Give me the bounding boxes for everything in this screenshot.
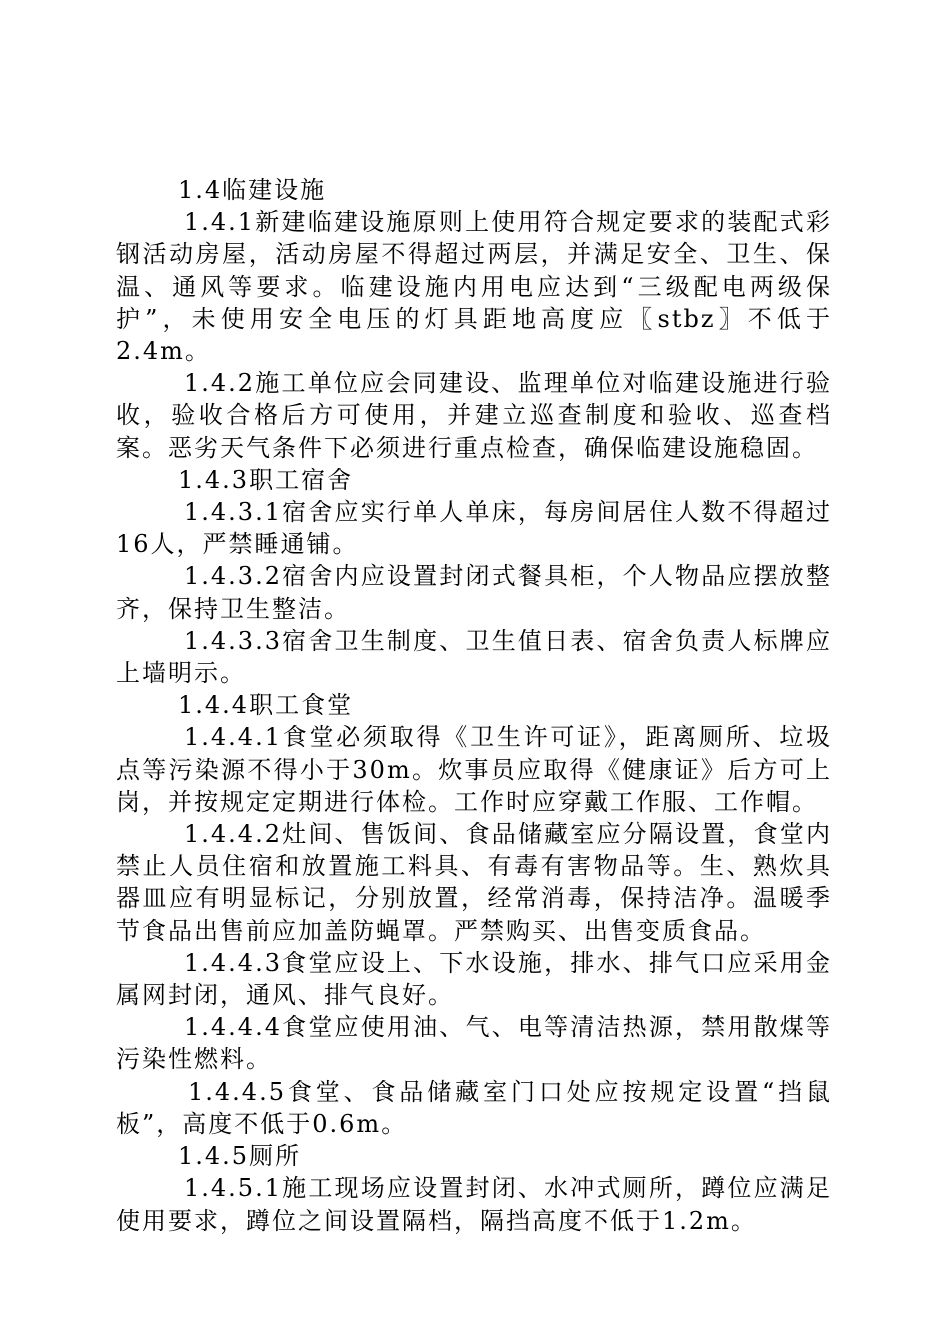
paragraph-1-4-2: 1.4.2施工单位应会同建设、监理单位对临建设施进行验收，验收合格后方可使用，并建立巡查制度和验收、巡查档案。恶劣天气条件下必须进行重点检查，确保临建设施稳固。 bbox=[116, 369, 832, 462]
paragraph-1-4-5-1: 1.4.5.1施工现场应设置封闭、水冲式厕所，蹲位应满足使用要求，蹲位之间设置隔档，隔挡高度不低于1.2m。 bbox=[116, 1174, 832, 1235]
section-heading-1-4-4: 1.4.4职工食堂 bbox=[178, 691, 354, 720]
paragraph-1-4-3-3: 1.4.3.3宿舍卫生制度、卫生值日表、宿舍负责人标牌应上墙明示。 bbox=[116, 626, 832, 688]
section-heading-1-4-5: 1.4.5厕所 bbox=[178, 1142, 302, 1171]
paragraph-1-4-3-2: 1.4.3.2宿舍内应设置封闭式餐具柜，个人物品应摆放整齐，保持卫生整洁。 bbox=[116, 562, 832, 623]
paragraph-1-4-4-5: 1.4.4.5食堂、食品储藏室门口处应按规定设置“挡鼠板”，高度不低于0.6m。 bbox=[116, 1077, 832, 1138]
paragraph-1-4-4-4: 1.4.4.4食堂应使用油、气、电等清洁热源，禁用散煤等污染性燃料。 bbox=[116, 1013, 832, 1074]
paragraph-1-4-4-1: 1.4.4.1食堂必须取得《卫生许可证》，距离厕所、垃圾点等污染源不得小于30m。炊事员应取得《健康证》后方可上岗，并按规定定期进行体检。工作时应穿戴工作服、工作帽。 bbox=[116, 723, 832, 816]
paragraph-1-4-4-3: 1.4.4.3食堂应设上、下水设施，排水、排气口应采用金属网封闭，通风、排气良好。 bbox=[116, 948, 832, 1010]
document-body bbox=[116, 174, 832, 1237]
paragraph-1-4-3-1: 1.4.3.1宿舍应实行单人单床，每房间居住人数不得超过16人，严禁睡通铺。 bbox=[116, 498, 832, 559]
paragraph-1-4-4-2: 1.4.4.2灶间、售饭间、食品储藏室应分隔设置，食堂内禁止人员住宿和放置施工料具、有毒有害物品等。生、熟炊具器皿应有明显标记，分别放置，经常消毒，保持洁净。温暖季节食品出售前应加盖防蝇罩。严禁购买、出售变质食品。 bbox=[116, 820, 832, 945]
section-heading-1-4-3: 1.4.3职工宿舍 bbox=[178, 465, 354, 494]
paragraph-1-4-1: 1.4.1新建临建设施原则上使用符合规定要求的装配式彩钢活动房屋，活动房屋不得超过两层，并满足安全、卫生、保温、通风等要求。临建设施内用电应达到“三级配电两级保护”，未使用安全电压的灯具距地高度应〖stbz〗不低于2.4m。 bbox=[116, 208, 832, 366]
section-heading-1-4: 1.4临建设施 bbox=[178, 176, 327, 204]
